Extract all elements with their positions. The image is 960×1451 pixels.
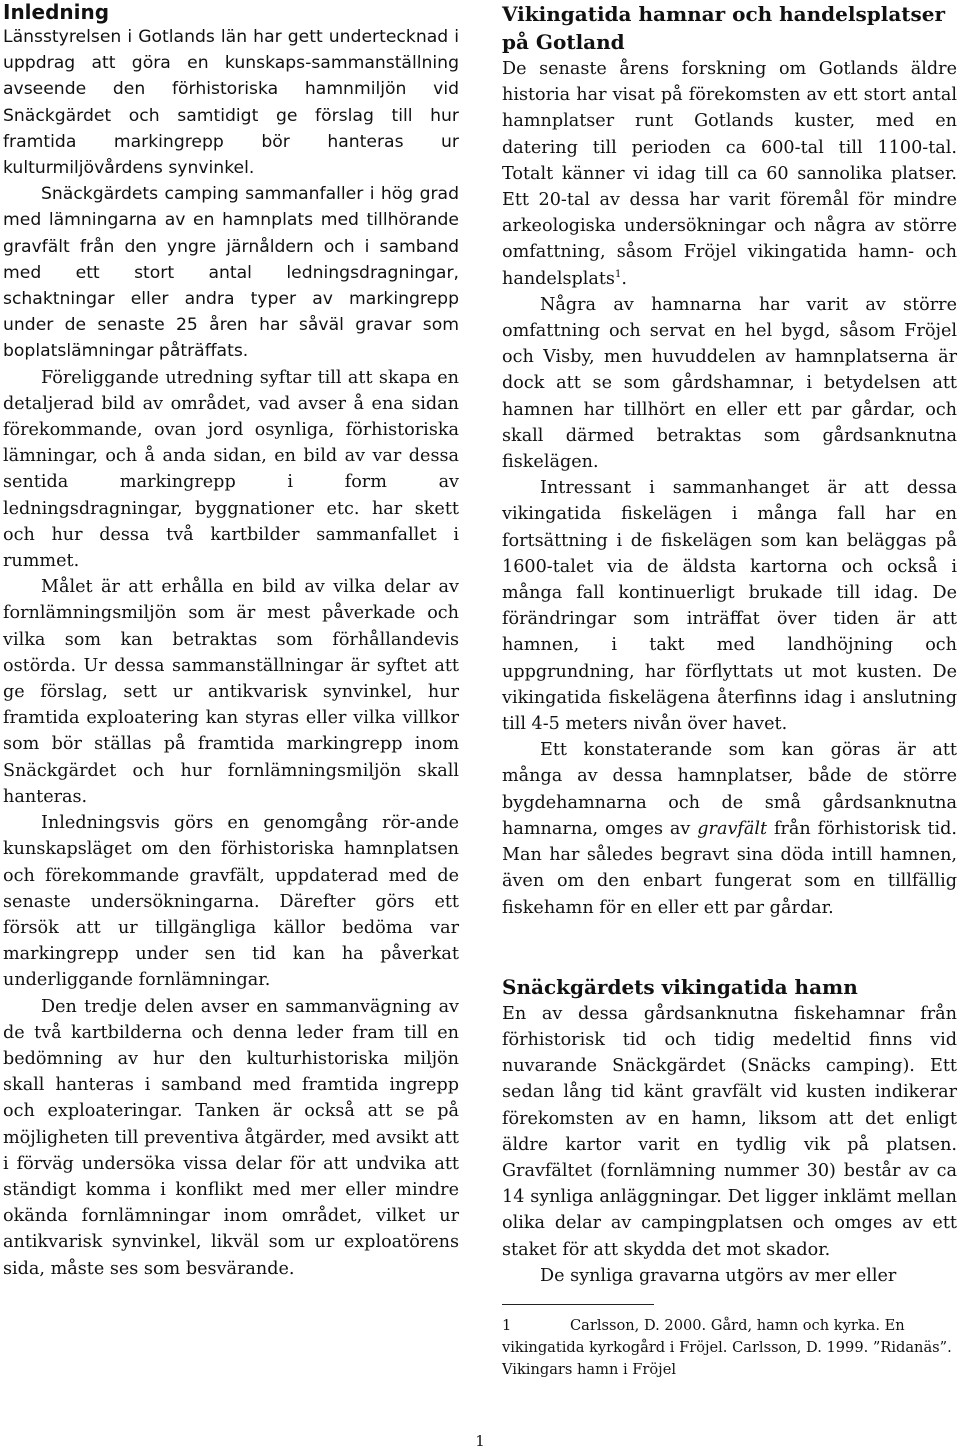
paragraph: Den tredje delen avser en sammanvägning av de två kartbilderna och denna leder fram till en bedömning av hur den kulturhistoriska miljön skall hanteras i samband med framtida ingrepp och exploateringar. Tanken är också att se på möjligheten till preventiva åtgärder, med avsikt att i förväg undersöka vissa delar för att undvika att ständigt komma i konflikt med mer eller mindre okända fornlämningar inom området, vilket ur antikvarisk synvinkel, likväl som ur exploatörens sida, måste ses som besvärande.: [3, 996, 459, 1279]
paragraph: Ett konstaterande som kan göras är att många av dessa hamnplatser, både de större bygdehamnarna och de små gårdsanknutna hamnarna, omges av gravfält från förhistorisk tid. Man har således begravt sina döda intill hamnen, även om den enbart fungerat som en tillfällig fiskehamn för en eller ett par gårdar.: [502, 740, 957, 918]
section-heading-inledning: Inledning: [3, 0, 110, 24]
page-number: 1: [475, 1432, 485, 1450]
footnote-ref[interactable]: 1: [614, 268, 622, 280]
paragraph: Inledningsvis görs en genomgång rör-ande kunskapsläget om den förhistoriska hamnplatsen och förekommande gravfält, uppdaterad med de senaste undersökningarna. Därefter görs ett försök att ur tillgängliga källor bedöma var markingrepp under sen tid kan ha påverkat underliggande fornlämningar.: [3, 813, 459, 991]
spacer: [502, 921, 957, 973]
footnote-divider: [502, 1304, 654, 1305]
paragraph: Föreliggande utredning syftar till att skapa en detaljerad bild av området, vad avser å ena sidan förekommande, ovan jord osynliga, förhistoriska lämningar, och å anda sidan, en bild av var dessa sentida markingrepp i form av ledningsdragningar, byggnationer etc. har skett och hur dessa två kartbilder sammanfallet i rummet.: [3, 367, 459, 572]
paragraph: Målet är att erhålla en bild av vilka delar av fornlämningsmiljön som är mest påverkade och vilka som kan betraktas som förhållandevis ostörda. Ur dessa sammanställningar är syftet att ge förslag, sett ur antikvarisk synvinkel, hur framtida exploatering kan styras eller vilka villkor som bör ställas på framtida markingrepp inom Snäckgärdet och hur fornlämningsmiljön skall hanteras.: [3, 577, 459, 807]
section-heading-snackgardets-hamn: Snäckgärdets vikingatida hamn: [502, 974, 858, 999]
footnote-number: 1: [502, 1316, 512, 1334]
italic-term: gravfält: [697, 818, 768, 839]
paragraph: De synliga gravarna utgörs av mer eller: [540, 1265, 897, 1286]
footnote: [502, 1315, 957, 1381]
paragraph: Länsstyrelsen i Gotlands län har gett undertecknad i uppdrag att göra en kunskaps-sammanställning avseende den förhistoriska hamnmiljön vid Snäckgärdet och samtidigt ge förslag till hur framtida markingrepp bör hanteras ur kulturmiljövårdens synvinkel.: [3, 27, 459, 179]
left-column: [3, 0, 459, 1282]
paragraph: De senaste årens forskning om Gotlands äldre historia har visat på förekomsten av ett stort antal hamnplatser runt Gotlands kuster, med en datering till perioden ca 600-tal till 1100-tal. Totalt känner vi idag till ca 60 sannolika platser. Ett 20-tal av dessa har varit föremål för mindre arkeologiska undersökningar och några av större omfattning, såsom Fröjel vikingatida hamn- och handelsplats$^1$.: [502, 59, 957, 289]
footnote-text: Carlsson, D. 2000. Gård, hamn och kyrka. En vikingatida kyrkogård i Fröjel. Carlsson, D. 1999. ”Ridanäs”. Vikingars hamn i Fröjel: [502, 1316, 952, 1378]
paragraph: Några av hamnarna har varit av större omfattning och servat en hel bygd, såsom Fröjel och Visby, men huvuddelen av hamnplatserna är dock att se som gårdshamnar, i betydelsen att hamnen har tillhört en eller ett par gårdar, och skall därmed betraktas som gårdsanknutna fiskelägen.: [502, 294, 957, 473]
right-column: [502, 0, 957, 1381]
paragraph: Intressant i sammanhanget är att dessa vikingatida fiskelägen i många fall har en fortsättning i de fiskelägen som kan beläggas på 1600-talet via de äldsta kartorna och också i många fall kontinuerligt brukade till idag. De förändringar som inträffat över tiden är att hamnen, i takt med landhöjning och uppgrundning, har förflyttats ut mot kusten. De vikingatida fiskelägena återfinns idag i anslutning till 4-5 meters nivån över havet.: [502, 478, 957, 735]
paragraph: En av dessa gårdsanknutna fiskehamnar från förhistorisk tid och tidig medeltid finns vid nuvarande Snäckgärdet (Snäcks camping). Ett sedan lång tid känt gravfält vid kusten indikerar förekomsten av en hamn, liksom att det enligt äldre kartor varit en tydlig vik på platsen. Gravfältet (fornlämning nummer 30) består av ca 14 synliga anläggningar. Det ligger inklämt mellan olika delar av campingplatsen och omges av ett staket för att skydda det mot skador.: [502, 1003, 957, 1260]
paragraph: Snäckgärdets camping sammanfaller i hög grad med lämningarna av en hamnplats med tillhörande gravfält från den yngre järnåldern och i samband med ett stort antal ledningsdragningar, schaktningar eller andra typer av markingrepp under de senaste 25 åren har såväl gravar som boplatslämningar påträffats.: [3, 184, 459, 362]
section-heading-vikingatida-hamnar: Vikingatida hamnar och handelsplatser på Gotland: [502, 2, 946, 54]
